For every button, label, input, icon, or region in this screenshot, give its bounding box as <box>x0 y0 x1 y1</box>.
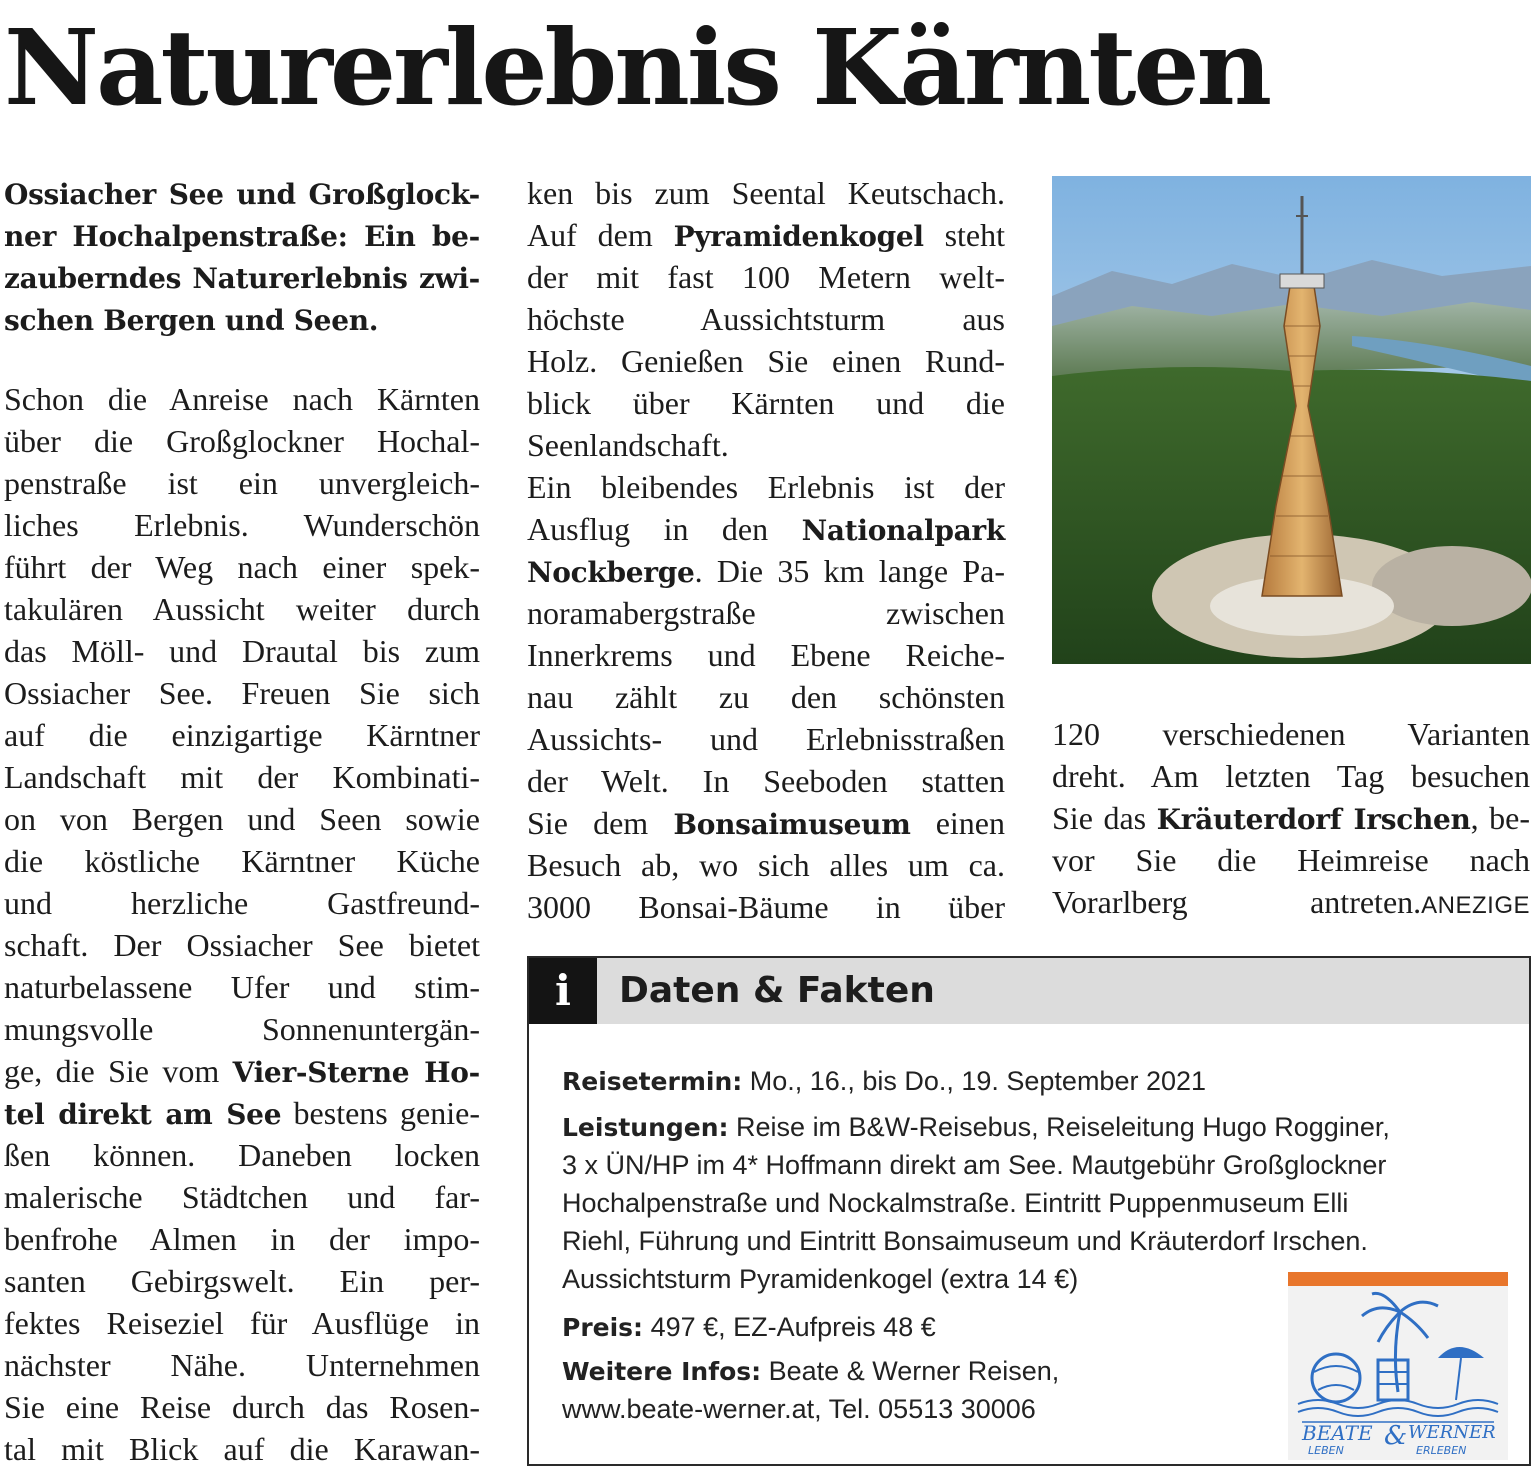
text-line: Seenlandschaft. <box>527 427 729 463</box>
text-line: fektes Reiseziel für Ausflüge in <box>4 1305 480 1341</box>
text-line: Sie dem Bonsaimuseum einen <box>527 805 1005 841</box>
text-line: ge, die Sie vom Vier-Sterne Ho- <box>4 1053 480 1089</box>
text-line: über die Großglockner Hochal- <box>4 423 480 459</box>
text-line: Sie das Kräuterdorf Irschen, be- <box>1052 800 1531 836</box>
info-icon: i <box>529 958 597 1024</box>
fact-label: Reisetermin: <box>562 1067 743 1096</box>
fact-leistungen <box>562 1108 1512 1298</box>
text-line: Landschaft mit der Kombinati- <box>4 759 480 795</box>
text-line: nau zählt zu den schönsten <box>527 679 1005 715</box>
fact-label: Preis: <box>562 1313 644 1342</box>
logo-brand-right: WERNER <box>1408 1422 1496 1443</box>
fact-value: 3 x ÜN/HP im 4* Hoffmann direkt am See. Mautgebühr Großglockner <box>562 1150 1387 1180</box>
text-line: das Möll- und Drautal bis zum <box>4 633 480 669</box>
text-line: auf die einzigartige Kärntner <box>4 717 480 753</box>
highlight-pyramidenkogel: Pyramidenkogel <box>673 220 924 253</box>
text-line: und herzliche Gastfreund- <box>4 885 480 921</box>
text-line: Vorarlberg antreten.ANEZIGE <box>1052 884 1530 920</box>
beate-werner-logo <box>1288 1272 1508 1460</box>
text-line: schaft. Der Ossiacher See bietet <box>4 927 480 963</box>
text-line: die köstliche Kärntner Küche <box>4 843 480 879</box>
article-column-3 <box>1052 713 1530 923</box>
text-line: Innerkrems und Ebene Reiche- <box>527 637 1005 673</box>
text-line: Ausflug in den Nationalpark <box>527 511 1005 547</box>
lead-line: schen Bergen und Seen. <box>4 304 379 337</box>
text-line: nächster Nähe. Unternehmen <box>4 1347 480 1383</box>
highlight-bonsaimuseum: Bonsaimuseum <box>673 808 911 841</box>
text-line: benfrohe Almen in der impo- <box>4 1221 480 1257</box>
text-line: 120 verschiedenen Varianten <box>1052 716 1530 752</box>
text-line: Ossiacher See. Freuen Sie sich <box>4 675 480 711</box>
text-line: Ein bleibendes Erlebnis ist der <box>527 469 1005 505</box>
text-line: takulären Aussicht weiter durch <box>4 591 480 627</box>
highlight-kraeuterdorf: Kräuterdorf Irschen <box>1156 803 1471 836</box>
text-line: Nockberge. Die 35 km lange Pa- <box>527 553 1005 589</box>
text-line: führt der Weg nach einer spek- <box>4 549 480 585</box>
logo-brand-left: BEATE <box>1302 1421 1373 1445</box>
text-line: penstraße ist ein unvergleich- <box>4 465 480 501</box>
text-line: ken bis zum Seental Keutschach. <box>527 175 1005 211</box>
facts-header <box>529 958 1529 1024</box>
text-line: höchste Aussichtsturm aus <box>527 301 1005 337</box>
fact-value: Mo., 16., bis Do., 19. September 2021 <box>742 1066 1207 1096</box>
lead-line: Ossiacher See und Großglock- <box>4 178 480 211</box>
article-column-2 <box>527 172 1005 928</box>
text-line: naturbelassene Ufer und stim- <box>4 969 480 1005</box>
highlight-nationalpark: Nockberge <box>527 556 695 589</box>
text-line: mungsvolle Sonnenuntergän- <box>4 1011 480 1047</box>
facts-title: Daten & Fakten <box>619 970 935 1011</box>
text-line: der Welt. In Seeboden statten <box>527 763 1005 799</box>
fact-value: Aussichtsturm Pyramidenkogel (extra 14 €) <box>562 1264 1079 1294</box>
fact-value: Riehl, Führung und Eintritt Bonsaimuseum und Kräuterdorf Irschen. <box>562 1226 1368 1256</box>
text-line: tel direkt am See bestens genie- <box>4 1095 481 1131</box>
text-line: der mit fast 100 Metern welt- <box>527 259 1005 295</box>
fact-label: Leistungen: <box>562 1113 729 1142</box>
text-line: Sie eine Reise durch das Rosen- <box>4 1389 480 1425</box>
text-line: noramabergstraße zwischen <box>527 595 1005 631</box>
ad-tag: ANEZIGE <box>1421 892 1530 919</box>
text-line: ßen können. Daneben locken <box>4 1137 480 1173</box>
text-line: on von Bergen und Seen sowie <box>4 801 480 837</box>
text-line: Auf dem Pyramidenkogel steht <box>527 217 1006 253</box>
text-line: dreht. Am letzten Tag besuchen <box>1052 758 1530 794</box>
fact-value: Reise im B&W-Reisebus, Reiseleitung Hugo Rogginer, <box>728 1112 1390 1142</box>
fact-value: Beate & Werner Reisen, <box>761 1356 1060 1386</box>
fact-reisetermin <box>562 1062 1512 1100</box>
text-line: vor Sie die Heimreise nach <box>1052 842 1530 878</box>
text-line: malerische Städtchen und far- <box>4 1179 480 1215</box>
text-line: tal mit Blick auf die Karawan- <box>4 1431 480 1467</box>
lead-paragraph <box>4 172 480 340</box>
logo-tagline-right: ERLEBEN <box>1416 1444 1467 1457</box>
text-line: Holz. Genießen Sie einen Rund- <box>527 343 1005 379</box>
fact-label: Weitere Infos: <box>562 1357 762 1386</box>
logo-tagline-left: LEBEN <box>1308 1444 1344 1457</box>
text-line: santen Gebirgswelt. Ein per- <box>4 1263 480 1299</box>
tower-illustration <box>1052 176 1531 664</box>
lead-line: zauberndes Naturerlebnis zwi- <box>4 262 480 295</box>
pyramidenkogel-photo <box>1052 176 1531 664</box>
logo-artwork <box>1288 1272 1508 1460</box>
article-column-1 <box>4 172 480 1470</box>
text-line: Aussichts- und Erlebnisstraßen <box>527 721 1005 757</box>
highlight-nationalpark: Nationalpark <box>801 514 1005 547</box>
text-line: Schon die Anreise nach Kärnten <box>4 381 480 417</box>
text-line: blick über Kärnten und die <box>527 385 1005 421</box>
fact-value: www.beate-werner.at, Tel. 05513 30006 <box>562 1394 1036 1424</box>
fact-value: Hochalpenstraße und Nockalmstraße. Eintritt Puppenmuseum Elli <box>562 1188 1349 1218</box>
headline: Naturerlebnis Kärnten <box>4 6 1270 129</box>
fact-value: 497 €, EZ-Aufpreis 48 € <box>643 1312 936 1342</box>
text-line: liches Erlebnis. Wunderschön <box>4 507 480 543</box>
highlight-hotel: tel direkt am See <box>4 1098 282 1131</box>
text-line: 3000 Bonsai-Bäume in über <box>527 889 1005 925</box>
logo-brand-amp: & <box>1384 1421 1408 1451</box>
text-line: Besuch ab, wo sich alles um ca. <box>527 847 1005 883</box>
lead-line: ner Hochalpenstraße: Ein be- <box>4 220 480 253</box>
highlight-hotel: Vier-Sterne Ho- <box>232 1056 480 1089</box>
